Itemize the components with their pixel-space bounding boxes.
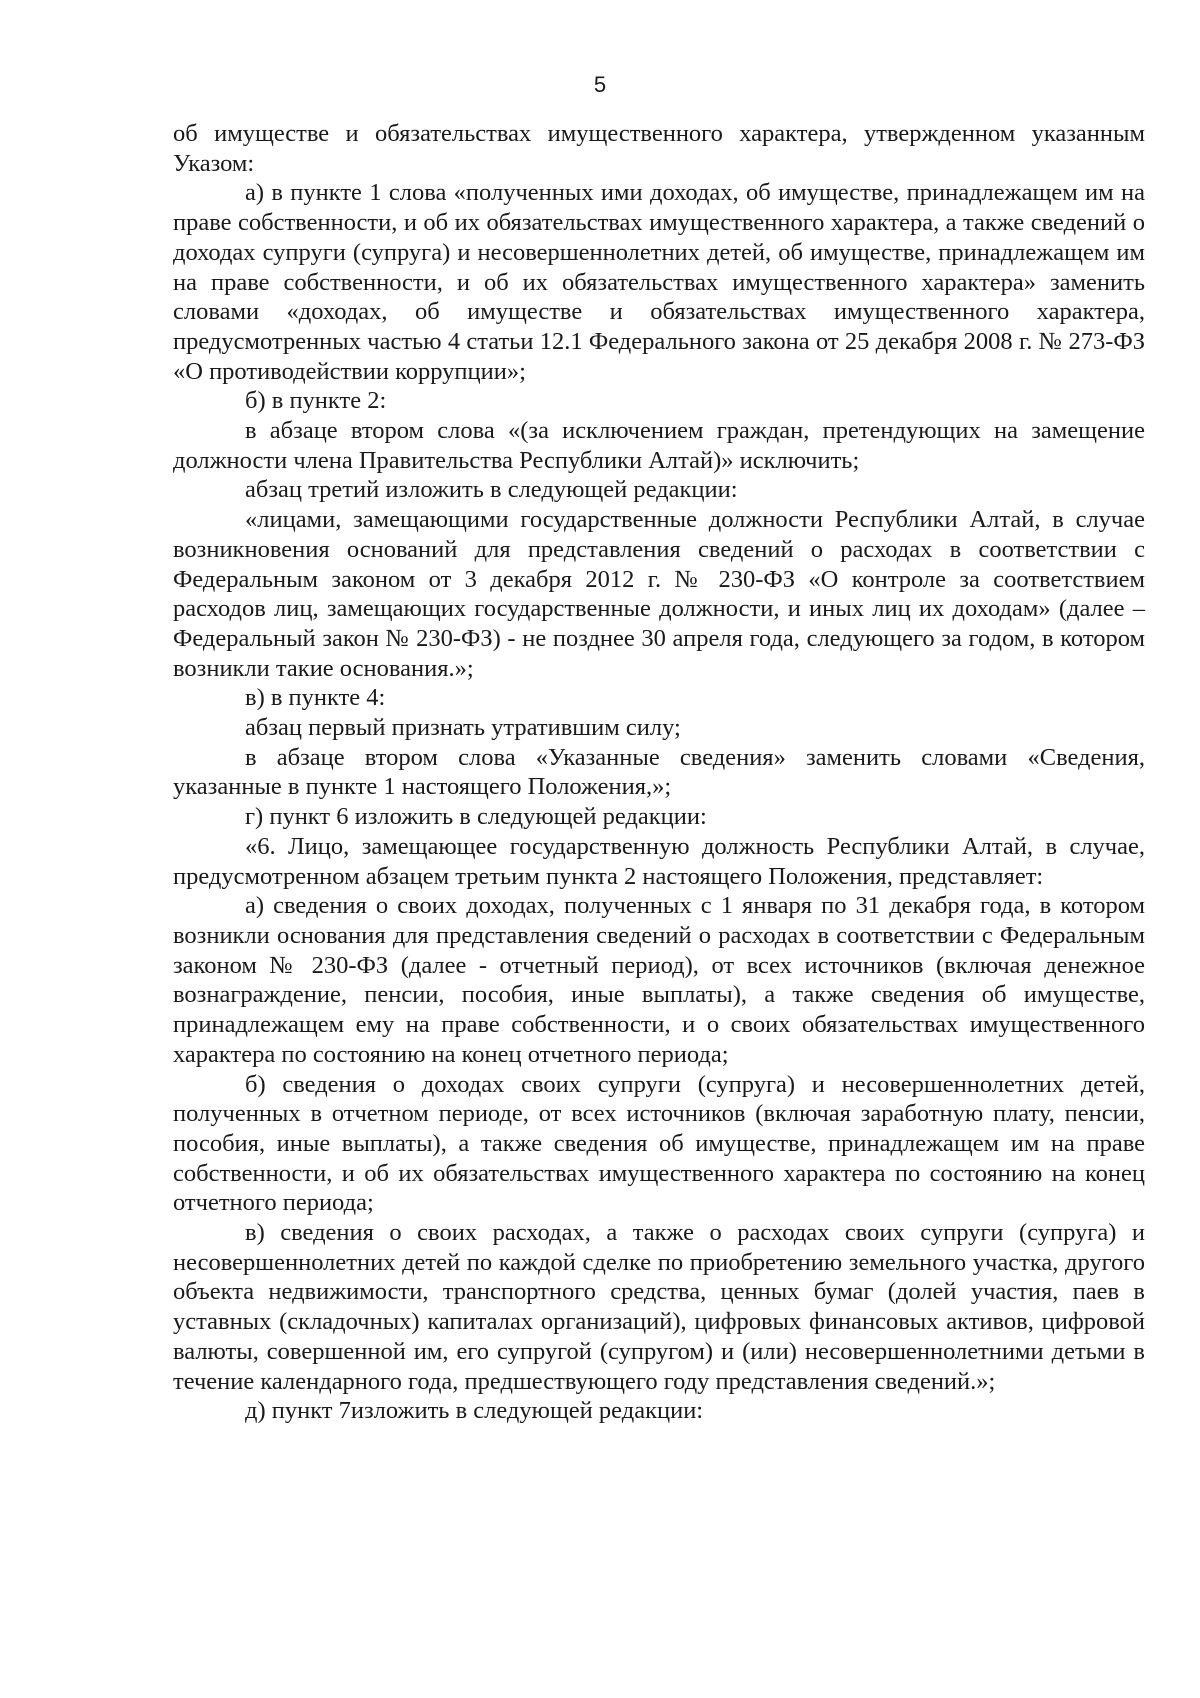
page-number: 5 [593, 72, 607, 97]
paragraph: в) сведения о своих расходах, а также о расходах своих супруги (супруга) и несовершеннолетних детей по каждой сделке по приобретению земельного участка, другого объекта недвижимости, транспортного средства, ценных бумаг (долей участия, паев в уставных (складочных) капиталах организаций), цифровых финансовых активов, цифровой валюты, совершенной им, его супругой (супругом) и (или) несовершеннолетними детьми в течение календарного года, предшествующего году представления сведений.»; [173, 1219, 1145, 1395]
paragraph: а) в пункте 1 слова «полученных ими доходах, об имуществе, принадлежащем им на праве собственности, и об их обязательствах имущественного характера, а также сведений о доходах супруги (супруга) и несовершеннолетних детей, об имуществе, принадлежащем им на праве собственности, и об их обязательствах имущественного характера» заменить словами «доходах, об имуществе и обязательствах имущественного характера, предусмотренных частью 4 статьи 12.1 Федерального закона от 25 декабря 2008 г. № 273-ФЗ «О противодействии коррупции»; [173, 179, 1145, 385]
paragraph: б) сведения о доходах своих супруги (супруга) и несовершеннолетних детей, полученных в отчетном периоде, от всех источников (включая заработную плату, пенсии, пособия, иные выплаты), а также сведения об имуществе, принадлежащем им на праве собственности, и об их обязательствах имущественного характера по состоянию на конец отчетного периода; [173, 1070, 1145, 1217]
paragraph: «лицами, замещающими государственные должности Республики Алтай, в случае возникновения оснований для представления сведений о расходах в соответствии с Федеральным законом от 3 декабря 2012 г. № 230-ФЗ «О контроле за соответствием расходов лиц, замещающих государственные должности, и иных лиц их доходам» (далее – Федеральный закон № 230-ФЗ) - не позднее 30 апреля года, следующего за годом, в котором возникли такие основания.»; [173, 506, 1145, 682]
document-body [173, 119, 1145, 1426]
paragraph: абзац третий изложить в следующей редакции: [245, 476, 738, 504]
paragraph: об имуществе и обязательствах имущественного характера, утвержденном указанным Указом: [173, 120, 1145, 177]
paragraph: в абзаце втором слова «Указанные сведения» заменить словами «Сведения, указанные в пункте 1 настоящего Положения,»; [173, 743, 1145, 801]
paragraph: д) пункт 7изложить в следующей редакции: [245, 1397, 704, 1425]
paragraph: «6. Лицо, замещающее государственную должность Республики Алтай, в случае, предусмотренном абзацем третьим пункта 2 настоящего Положения, представляет: [173, 832, 1145, 890]
paragraph: б) в пункте 2: [245, 387, 387, 415]
paragraph: абзац первый признать утратившим силу; [245, 714, 681, 742]
paragraph: а) сведения о своих доходах, полученных с 1 января по 31 декабря года, в котором возникли основания для представления сведений о расходах в соответствии с Федеральным законом № 230-ФЗ (далее - отчетный период), от всех источников (включая денежное вознаграждение, пенсии, пособия, иные выплаты), а также сведения об имуществе, принадлежащем ему на праве собственности, и о своих обязательствах имущественного характера по состоянию на конец отчетного периода; [173, 892, 1145, 1068]
paragraph: в) в пункте 4: [245, 684, 386, 712]
paragraph: в абзаце втором слова «(за исключением граждан, претендующих на замещение должности члена Правительства Республики Алтай)» исключить; [173, 417, 1145, 474]
paragraph: г) пункт 6 изложить в следующей редакции: [245, 803, 707, 831]
